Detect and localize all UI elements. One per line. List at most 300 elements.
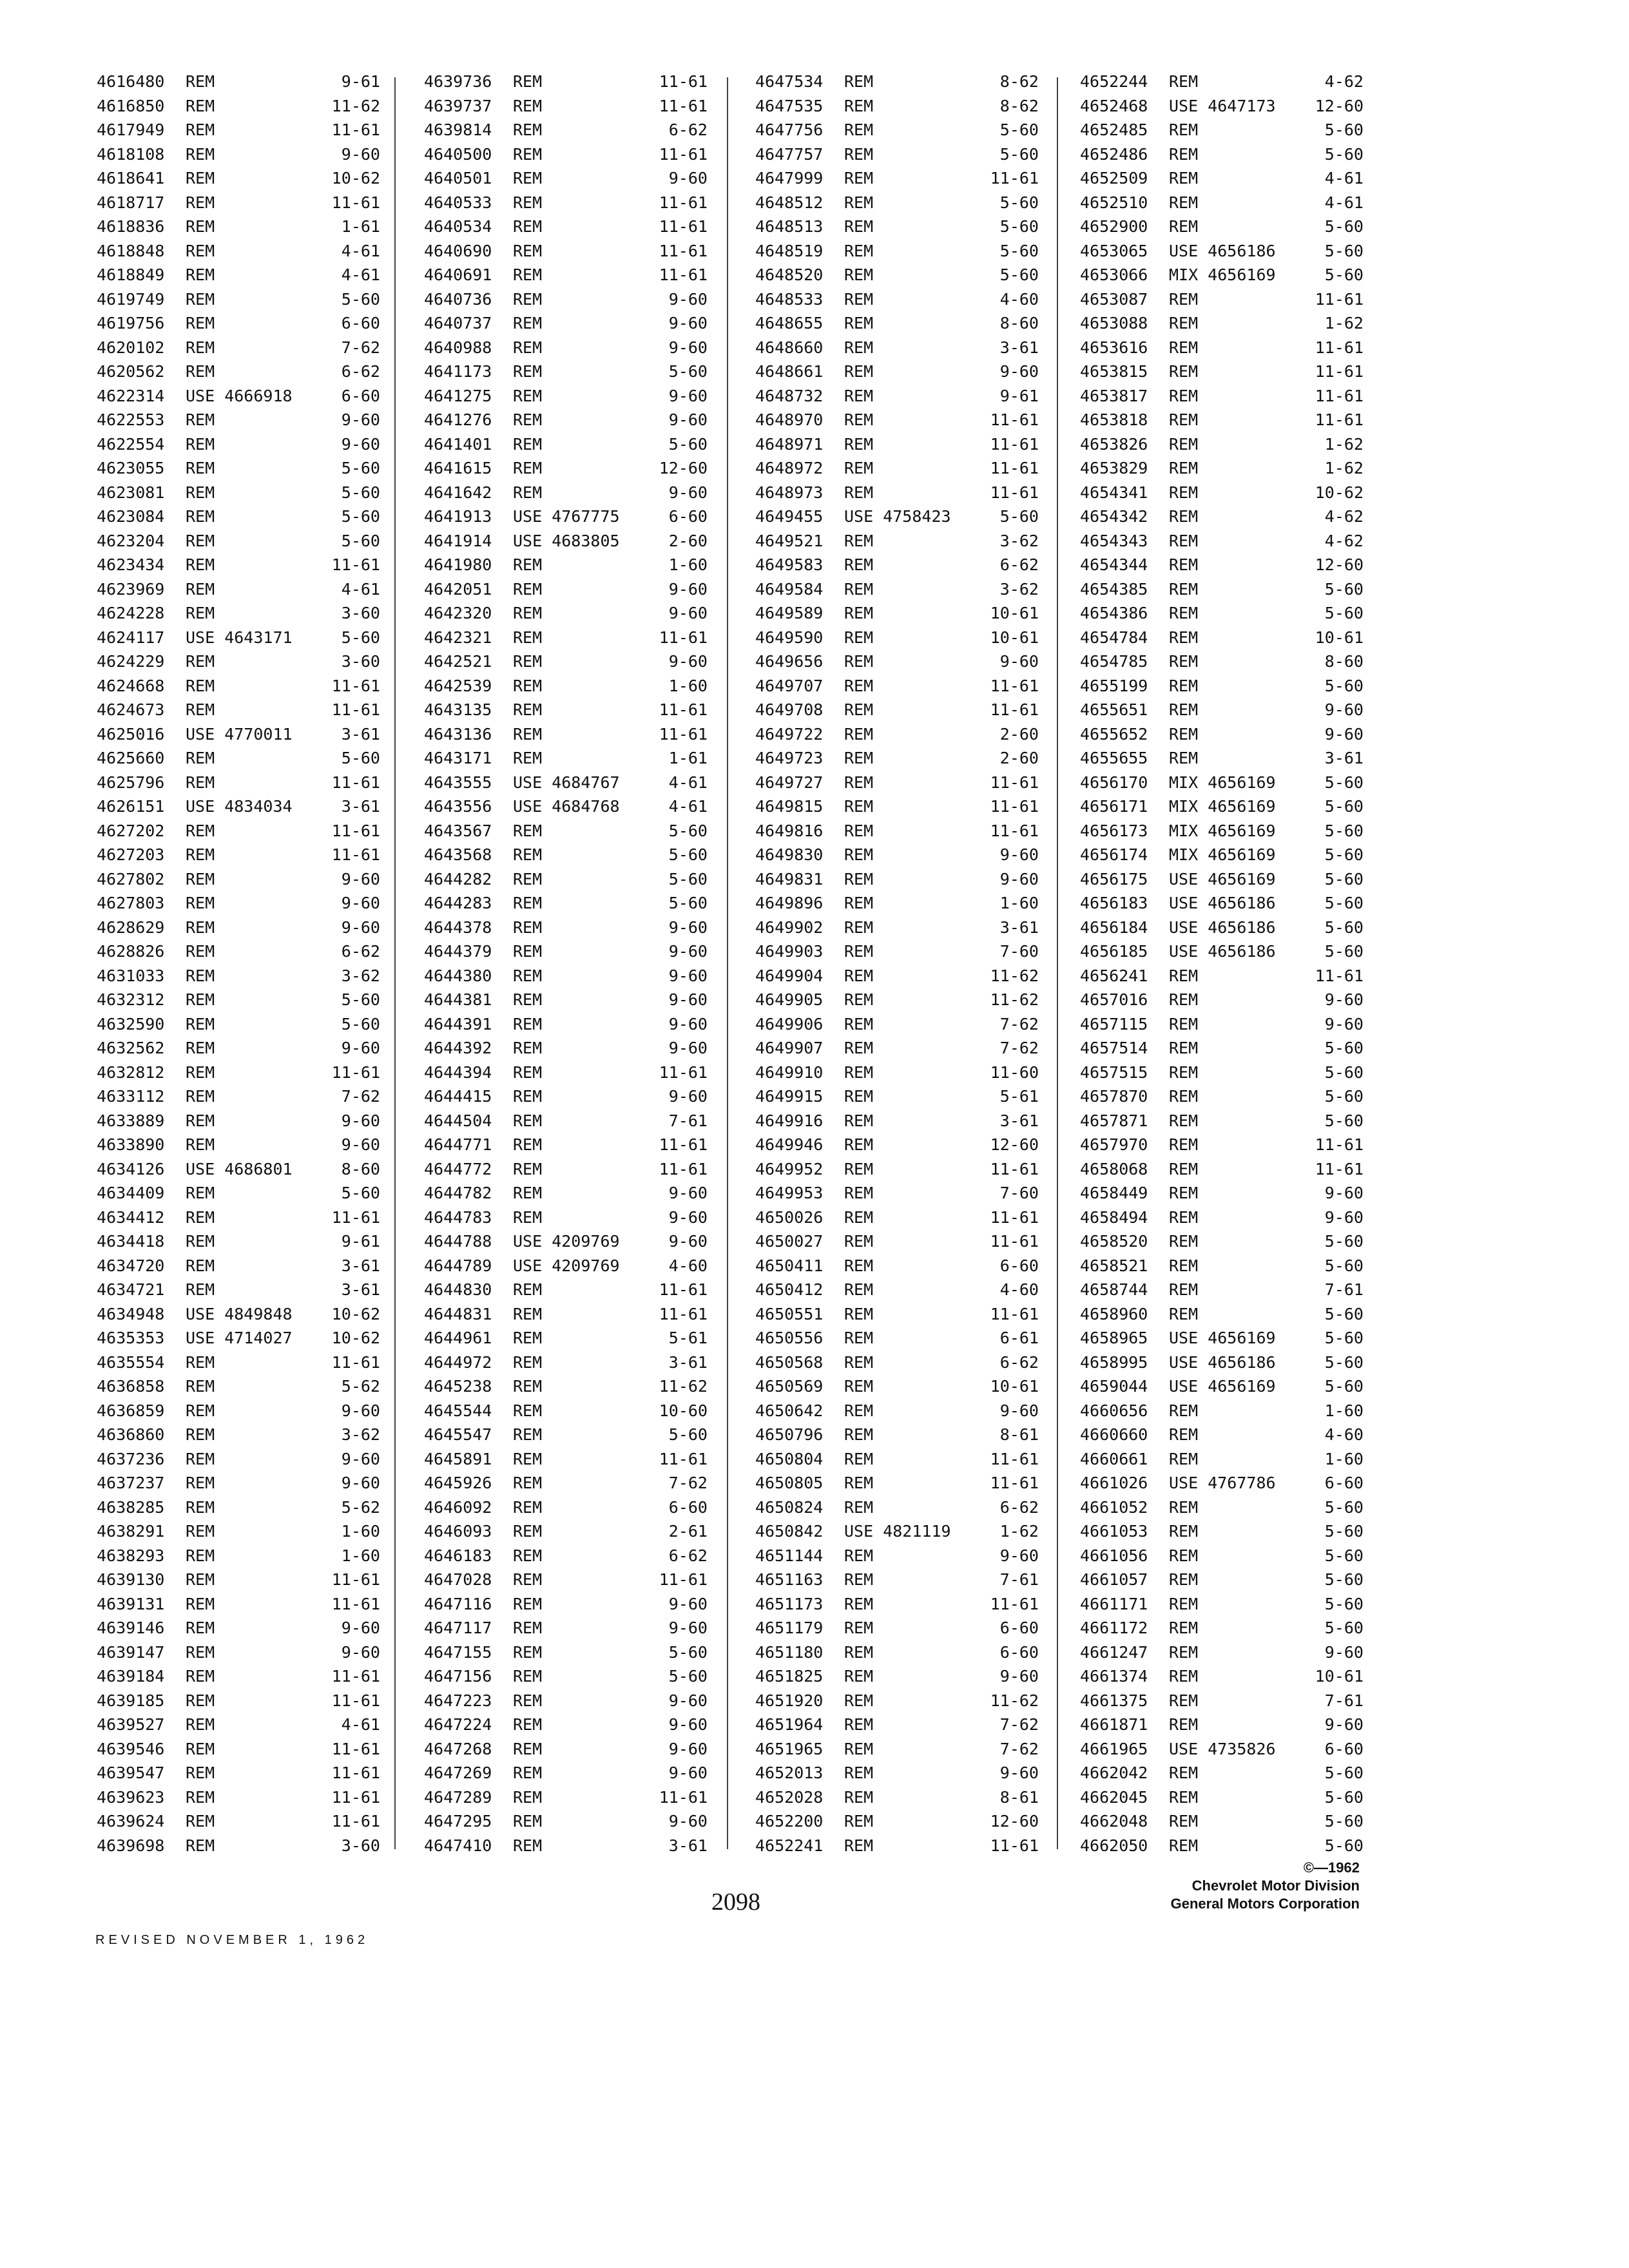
date: 9-60 — [668, 966, 708, 985]
date: 6-62 — [999, 1352, 1039, 1372]
action: REM — [844, 1691, 874, 1710]
part-number: 4632562 — [97, 1039, 165, 1057]
action: REM — [844, 1787, 874, 1807]
parts-row — [755, 1278, 1039, 1302]
date: 11-61 — [331, 845, 380, 864]
parts-row — [755, 1061, 1039, 1085]
part-number: 4652028 — [755, 1787, 824, 1807]
action: REM — [513, 604, 543, 622]
parts-row — [97, 867, 380, 892]
action: REM — [186, 1232, 215, 1251]
action: REM — [844, 1812, 874, 1831]
part-number: 4620562 — [97, 362, 165, 381]
parts-row — [97, 118, 380, 142]
action: USE 4656186 — [1169, 241, 1276, 260]
date: 5-60 — [1324, 1522, 1364, 1541]
action: REM — [844, 410, 874, 429]
action: REM — [513, 1449, 543, 1468]
parts-row — [755, 311, 1039, 336]
date: 5-60 — [1324, 1329, 1364, 1347]
parts-row — [755, 1640, 1039, 1665]
part-number: 4622553 — [97, 410, 165, 429]
part-number: 4654341 — [1080, 483, 1148, 502]
date: 9-60 — [668, 1039, 708, 1057]
date: 11-62 — [990, 990, 1039, 1009]
date: 3-62 — [341, 966, 380, 985]
date: 4-60 — [1324, 1425, 1364, 1444]
part-number: 4649815 — [755, 797, 824, 816]
date: 4-61 — [1324, 193, 1364, 212]
date: 3-62 — [999, 579, 1039, 599]
part-number: 4650411 — [755, 1256, 824, 1275]
date: 11-61 — [990, 434, 1039, 454]
date: 5-60 — [1324, 1546, 1364, 1565]
action: REM — [186, 1207, 215, 1227]
date: 11-61 — [990, 797, 1039, 816]
part-number: 4661052 — [1080, 1497, 1148, 1517]
action: USE 4209769 — [513, 1256, 620, 1275]
part-number: 4648970 — [755, 410, 824, 429]
action: REM — [513, 434, 543, 454]
action: REM — [844, 1763, 874, 1782]
part-number: 4639624 — [97, 1812, 165, 1831]
action: REM — [513, 1570, 543, 1589]
part-number: 4661053 — [1080, 1522, 1148, 1541]
action: REM — [186, 966, 215, 985]
date: 3-62 — [999, 531, 1039, 550]
action: REM — [1169, 1497, 1199, 1517]
action: REM — [513, 628, 543, 647]
action: REM — [186, 555, 215, 574]
part-number: 4647223 — [424, 1691, 492, 1710]
date: 5-60 — [1324, 1812, 1364, 1831]
date: 9-60 — [341, 1111, 380, 1130]
parts-row — [424, 191, 708, 215]
part-number: 4638293 — [97, 1546, 165, 1565]
date: 6-60 — [341, 314, 380, 332]
action: REM — [186, 1787, 215, 1807]
part-number: 4646093 — [424, 1522, 492, 1541]
date: 11-61 — [1315, 966, 1364, 985]
part-number: 4655652 — [1080, 724, 1148, 744]
parts-row — [97, 626, 380, 650]
action: REM — [513, 410, 543, 429]
date: 5-60 — [1324, 894, 1364, 912]
date: 5-60 — [668, 1667, 708, 1686]
parts-row — [1080, 843, 1364, 867]
action: REM — [1169, 1642, 1199, 1662]
date: 9-60 — [341, 1039, 380, 1057]
action: REM — [513, 1062, 543, 1082]
date: 5-60 — [1324, 217, 1364, 236]
part-number: 4649952 — [755, 1159, 824, 1178]
parts-row — [97, 1785, 380, 1810]
part-number: 4660660 — [1080, 1425, 1148, 1444]
part-number: 4648655 — [755, 314, 824, 332]
date: 1-60 — [1324, 1449, 1364, 1468]
date: 3-61 — [999, 338, 1039, 357]
parts-row — [1080, 336, 1364, 360]
parts-row — [97, 1519, 380, 1544]
action: USE 4647173 — [1169, 96, 1276, 115]
part-number: 4639527 — [97, 1715, 165, 1734]
part-number: 4641615 — [424, 459, 492, 477]
date: 1-60 — [341, 1522, 380, 1541]
part-number: 4627803 — [97, 894, 165, 912]
date: 9-60 — [341, 410, 380, 429]
part-number: 4661374 — [1080, 1667, 1148, 1686]
parts-row — [755, 916, 1039, 940]
parts-row — [1080, 819, 1364, 843]
parts-row — [1080, 70, 1364, 94]
part-number: 4644391 — [424, 1014, 492, 1033]
date: 1-62 — [999, 1522, 1039, 1541]
action: REM — [513, 1039, 543, 1057]
part-number: 4650569 — [755, 1377, 824, 1396]
parts-row — [424, 964, 708, 988]
parts-row — [755, 1761, 1039, 1785]
part-number: 4656184 — [1080, 918, 1148, 937]
action: REM — [513, 918, 543, 937]
action: USE 4683805 — [513, 531, 620, 550]
date: 6-60 — [999, 1642, 1039, 1662]
date: 5-60 — [668, 434, 708, 454]
part-number: 4625796 — [97, 773, 165, 792]
action: REM — [844, 1642, 874, 1662]
action: REM — [186, 1619, 215, 1637]
part-number: 4662048 — [1080, 1812, 1148, 1831]
action: REM — [186, 362, 215, 381]
action: REM — [513, 144, 543, 164]
date: 9-60 — [668, 1184, 708, 1202]
action: REM — [186, 144, 215, 164]
date: 11-61 — [1315, 362, 1364, 381]
part-number: 4643567 — [424, 821, 492, 840]
action: REM — [844, 966, 874, 985]
part-number: 4651920 — [755, 1691, 824, 1710]
part-number: 4650642 — [755, 1401, 824, 1420]
part-number: 4658965 — [1080, 1329, 1148, 1347]
part-number: 4634948 — [97, 1304, 165, 1323]
date: 9-60 — [1324, 1642, 1364, 1662]
action: REM — [1169, 144, 1199, 164]
parts-row — [755, 1471, 1039, 1495]
parts-row — [1080, 939, 1364, 964]
parts-row — [755, 1544, 1039, 1568]
action: REM — [844, 797, 874, 816]
parts-row — [755, 746, 1039, 771]
action: REM — [844, 241, 874, 260]
part-number: 4639184 — [97, 1667, 165, 1686]
action: REM — [844, 1039, 874, 1057]
action: REM — [844, 1449, 874, 1468]
parts-row — [97, 456, 380, 481]
part-number: 4649905 — [755, 990, 824, 1009]
copyright-block — [1171, 1859, 1360, 1913]
action: REM — [513, 700, 543, 719]
part-number: 4652241 — [755, 1836, 824, 1855]
parts-row — [1080, 1036, 1364, 1061]
parts-row — [424, 1109, 708, 1133]
date: 11-61 — [659, 96, 708, 115]
action: REM — [844, 845, 874, 864]
parts-row — [97, 1809, 380, 1834]
action: REM — [1169, 1280, 1199, 1299]
date: 5-60 — [1324, 918, 1364, 937]
part-number: 4657016 — [1080, 990, 1148, 1009]
parts-row — [97, 287, 380, 312]
parts-row — [424, 1544, 708, 1568]
part-number: 4649907 — [755, 1039, 824, 1057]
action: REM — [513, 1836, 543, 1855]
parts-row — [97, 360, 380, 384]
date: 8-60 — [341, 1159, 380, 1178]
date: 11-61 — [990, 1232, 1039, 1251]
date: 5-60 — [1324, 1377, 1364, 1396]
date: 11-61 — [331, 676, 380, 695]
action: REM — [844, 773, 874, 792]
action: REM — [844, 918, 874, 937]
part-number: 4657871 — [1080, 1111, 1148, 1130]
date: 9-60 — [999, 1546, 1039, 1565]
part-number: 4634412 — [97, 1207, 165, 1227]
action: REM — [186, 507, 215, 526]
date: 5-60 — [1324, 120, 1364, 139]
parts-row — [1080, 215, 1364, 239]
part-number: 4649722 — [755, 724, 824, 744]
action: REM — [186, 410, 215, 429]
action: USE 4714027 — [186, 1329, 293, 1347]
part-number: 4626151 — [97, 797, 165, 816]
action: REM — [186, 1256, 215, 1275]
parts-row — [1080, 988, 1364, 1012]
date: 9-60 — [341, 1642, 380, 1662]
action: REM — [1169, 434, 1199, 454]
part-number: 4648533 — [755, 289, 824, 309]
parts-row — [755, 1109, 1039, 1133]
part-number: 4627802 — [97, 869, 165, 889]
parts-row — [755, 626, 1039, 650]
action: REM — [186, 942, 215, 961]
date: 9-60 — [668, 289, 708, 309]
date: 11-61 — [659, 1449, 708, 1468]
date: 9-60 — [341, 1474, 380, 1492]
parts-row — [1080, 1350, 1364, 1375]
parts-row — [424, 1061, 708, 1085]
action: REM — [1169, 410, 1199, 429]
action: REM — [186, 845, 215, 864]
part-number: 4656170 — [1080, 773, 1148, 792]
date: 9-60 — [999, 652, 1039, 671]
parts-row — [1080, 142, 1364, 167]
action: REM — [186, 1642, 215, 1662]
action: REM — [844, 265, 874, 284]
date: 11-61 — [331, 193, 380, 212]
parts-row — [97, 1206, 380, 1230]
part-number: 4643171 — [424, 749, 492, 767]
date: 11-61 — [659, 1062, 708, 1082]
date: 11-61 — [1315, 1159, 1364, 1178]
part-number: 4639146 — [97, 1619, 165, 1637]
column-divider — [1057, 77, 1058, 1849]
part-number: 4644830 — [424, 1280, 492, 1299]
date: 6-62 — [999, 1497, 1039, 1517]
part-number: 4647156 — [424, 1667, 492, 1686]
part-number: 4624673 — [97, 700, 165, 719]
action: REM — [513, 1329, 543, 1347]
action: REM — [1169, 1691, 1199, 1710]
parts-row — [424, 1664, 708, 1689]
parts-row — [97, 432, 380, 457]
parts-row — [755, 1809, 1039, 1834]
parts-row — [424, 481, 708, 505]
date: 9-60 — [341, 869, 380, 889]
date: 7-62 — [999, 1014, 1039, 1033]
part-number: 4640690 — [424, 241, 492, 260]
parts-row — [1080, 529, 1364, 553]
date: 3-61 — [1324, 749, 1364, 767]
action: REM — [1169, 1256, 1199, 1275]
parts-row — [1080, 118, 1364, 142]
action: REM — [1169, 1619, 1199, 1637]
parts-row — [755, 215, 1039, 239]
action: REM — [186, 1812, 215, 1831]
date: 5-60 — [1324, 773, 1364, 792]
date: 7-62 — [999, 1715, 1039, 1734]
date: 9-60 — [999, 1763, 1039, 1782]
part-number: 4658744 — [1080, 1280, 1148, 1299]
action: REM — [186, 1062, 215, 1082]
parts-row — [755, 843, 1039, 867]
part-number: 4648972 — [755, 459, 824, 477]
action: REM — [844, 120, 874, 139]
part-number: 4623204 — [97, 531, 165, 550]
part-number: 4653826 — [1080, 434, 1148, 454]
action: REM — [1169, 1812, 1199, 1831]
action: REM — [1169, 507, 1199, 526]
part-number: 4646183 — [424, 1546, 492, 1565]
part-number: 4617949 — [97, 120, 165, 139]
part-number: 4658995 — [1080, 1352, 1148, 1372]
date: 4-62 — [1324, 531, 1364, 550]
parts-row — [97, 1471, 380, 1495]
part-number: 4651180 — [755, 1642, 824, 1662]
parts-row — [97, 819, 380, 843]
date: 5-60 — [668, 821, 708, 840]
parts-row — [97, 1109, 380, 1133]
action: REM — [844, 1594, 874, 1613]
part-number: 4649946 — [755, 1135, 824, 1154]
date: 1-61 — [668, 749, 708, 767]
parts-row — [424, 408, 708, 432]
part-number: 4661056 — [1080, 1546, 1148, 1565]
parts-row — [1080, 698, 1364, 722]
action: REM — [1169, 1546, 1199, 1565]
parts-row — [97, 311, 380, 336]
date: 12-60 — [659, 459, 708, 477]
parts-row — [1080, 1229, 1364, 1254]
part-number: 4653616 — [1080, 338, 1148, 357]
action: USE 4656169 — [1169, 869, 1276, 889]
parts-row — [97, 1592, 380, 1617]
parts-row — [755, 1447, 1039, 1472]
parts-row — [1080, 481, 1364, 505]
parts-row — [1080, 1206, 1364, 1230]
parts-row — [755, 1834, 1039, 1858]
action: REM — [513, 1546, 543, 1565]
part-number: 4647757 — [755, 144, 824, 164]
parts-row — [424, 1229, 708, 1254]
date: 5-60 — [668, 869, 708, 889]
parts-row — [1080, 1737, 1364, 1762]
parts-row — [97, 408, 380, 432]
action: REM — [513, 1594, 543, 1613]
action: REM — [513, 1787, 543, 1807]
part-number: 4638285 — [97, 1497, 165, 1517]
action: REM — [186, 531, 215, 550]
parts-column-1 — [97, 70, 380, 1858]
date: 9-60 — [668, 1232, 708, 1251]
parts-row — [424, 263, 708, 287]
action: USE 4656186 — [1169, 942, 1276, 961]
date: 5-60 — [999, 193, 1039, 212]
date: 11-61 — [990, 459, 1039, 477]
date: 11-61 — [659, 1280, 708, 1299]
date: 3-60 — [341, 1836, 380, 1855]
parts-row — [424, 1326, 708, 1350]
date: 9-60 — [999, 1401, 1039, 1420]
action: REM — [844, 289, 874, 309]
parts-row — [755, 529, 1039, 553]
parts-row — [755, 722, 1039, 747]
parts-row — [424, 1399, 708, 1423]
parts-row — [97, 1640, 380, 1665]
action: REM — [186, 193, 215, 212]
parts-row — [1080, 1061, 1364, 1085]
action: REM — [844, 1135, 874, 1154]
part-number: 4642521 — [424, 652, 492, 671]
action: REM — [513, 1280, 543, 1299]
part-number: 4651964 — [755, 1715, 824, 1734]
date: 6-60 — [668, 1497, 708, 1517]
date: 11-61 — [659, 241, 708, 260]
part-number: 4647224 — [424, 1715, 492, 1734]
parts-row — [755, 1785, 1039, 1810]
date: 2-60 — [668, 531, 708, 550]
parts-row — [1080, 408, 1364, 432]
action: REM — [513, 338, 543, 357]
action: USE 4767786 — [1169, 1474, 1276, 1492]
part-number: 4649916 — [755, 1111, 824, 1130]
part-number: 4650842 — [755, 1522, 824, 1541]
part-number: 4632312 — [97, 990, 165, 1009]
date: 6-60 — [341, 386, 380, 405]
part-number: 4655655 — [1080, 749, 1148, 767]
part-number: 4623081 — [97, 483, 165, 502]
action: REM — [513, 483, 543, 502]
action: REM — [513, 942, 543, 961]
action: REM — [186, 579, 215, 599]
revision-date: REVISED NOVEMBER 1, 1962 — [95, 1933, 369, 1947]
action: REM — [513, 1014, 543, 1033]
part-number: 4661026 — [1080, 1474, 1148, 1492]
action: REM — [844, 1667, 874, 1686]
parts-row — [97, 1399, 380, 1423]
part-number: 4624228 — [97, 604, 165, 622]
parts-row — [424, 311, 708, 336]
part-number: 4643568 — [424, 845, 492, 864]
part-number: 4643556 — [424, 797, 492, 816]
